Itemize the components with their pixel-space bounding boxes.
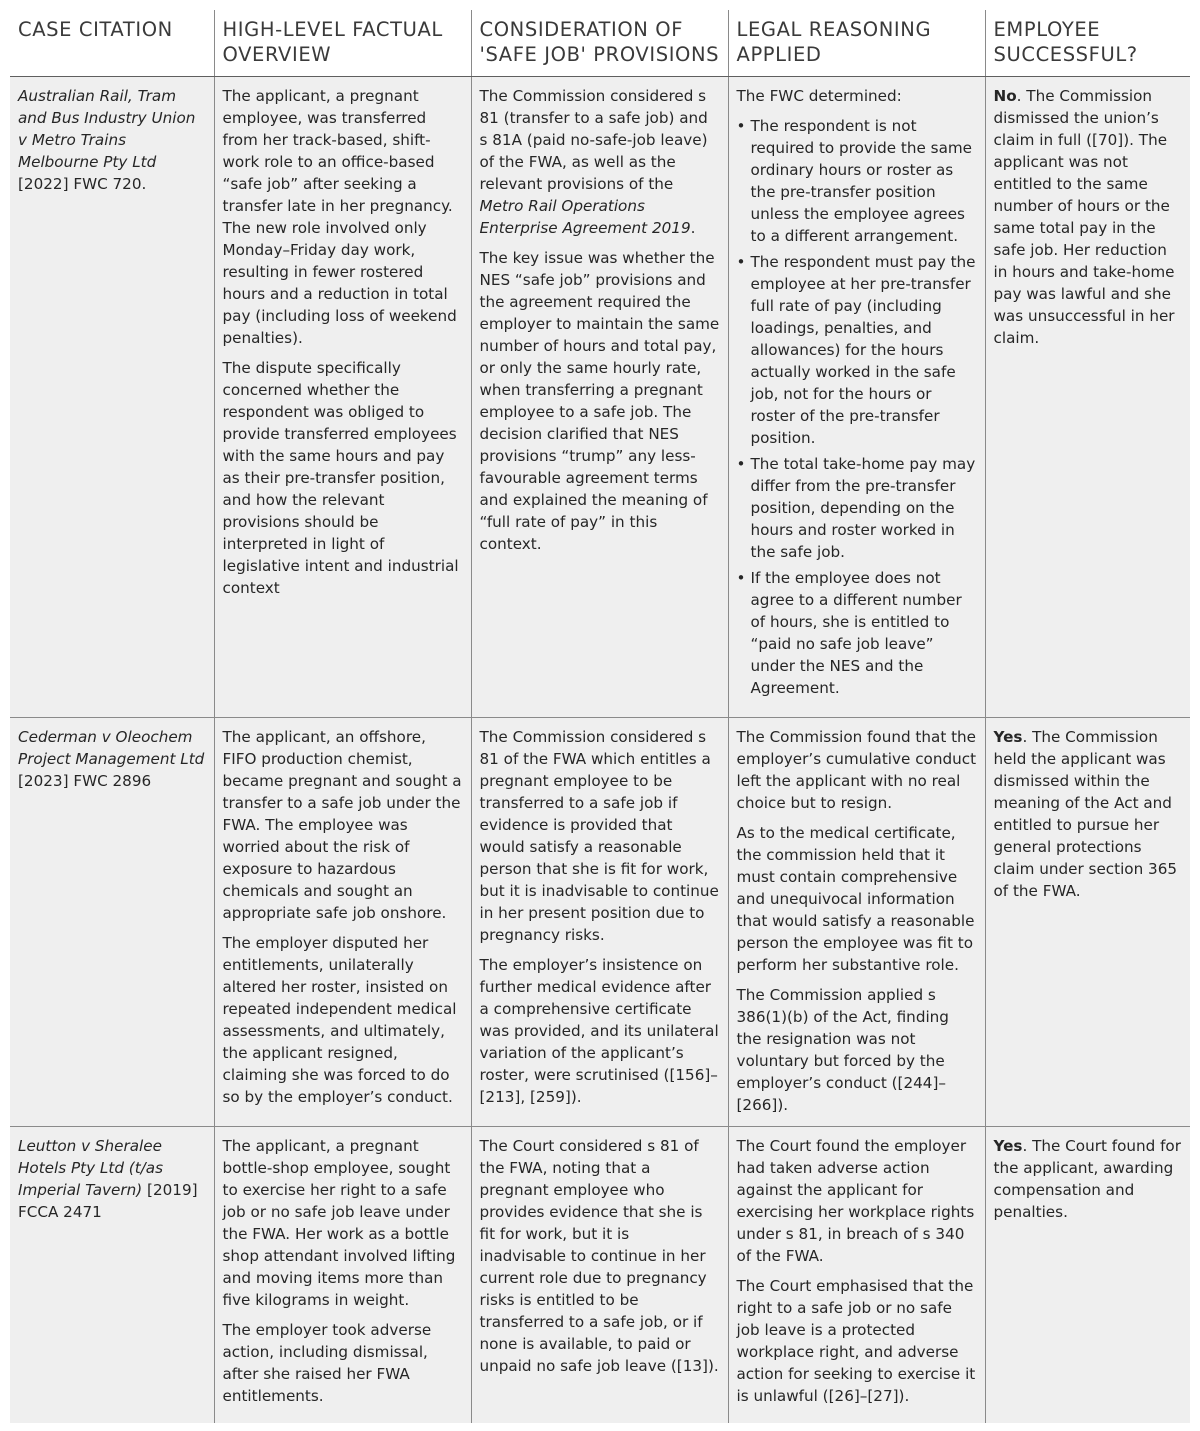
list-item: • If the employee does not agree to a different number of hours, she is entitled to “paid no safe job leave” under the NES and the Agreement. [751,567,977,699]
reasoning-paragraph: As to the medical certificate, the commission held that it must contain comprehensive and unequivocal information that would satisfy a reasonable person the employee was fit to perform her substantive role. [736,824,975,974]
case-comparison-table [10,10,1190,1423]
case-name: Leutton v Sheralee Hotels Pty Ltd (t/as Imperial Tavern) [18,1137,164,1199]
legal-reasoning-cell [728,1127,985,1424]
reasoning-list [737,115,977,699]
outcome-word: No [993,87,1017,105]
table-header-row [10,10,1190,77]
header-safe-job-provisions: CONSIDERATION OF 'SAFE JOB' PROVISIONS [471,10,728,77]
overview-paragraph: The applicant, a pregnant employee, was transferred from her track-based, shift-work role to an office-based “safe job” after seeking a transfer late in her pregnancy. The new role involved only Monday–Friday day work, resulting in fewer rostered hours and a reduction in total pay (including loss of weekend penalties). [222,87,457,347]
factual-overview-cell [214,77,471,718]
overview-paragraph: The dispute specifically concerned whether the respondent was obliged to provide transferred employees with the same hours and pay as their pre-transfer position, and how the relevant provisions should be interpreted in light of legislative intent and industrial context [222,359,459,597]
safe-job-paragraph: The employer’s insistence on further medical evidence after a comprehensive certificate was provided, and its unilateral variation of the applicant’s roster, were scrutinised ([156]–[213], [259]). [479,956,719,1106]
safe-job-cell [471,718,728,1127]
header-case-citation: CASE CITATION [10,10,214,77]
overview-paragraph: The applicant, a pregnant bottle-shop employee, sought to exercise her right to a safe job or no safe job leave under the FWA. Her work as a bottle shop attendant involved lifting and moving items more than five kilograms in weight. [222,1137,456,1309]
overview-paragraph: The employer took adverse action, including dismissal, after she raised her FWA entitlements. [222,1321,432,1405]
overview-paragraph: The employer disputed her entitlements, unilaterally altered her roster, insisted on repeated independent medical assessments, and ultimately, the applicant resigned, claiming she was forced to do so by the employer’s conduct. [222,934,457,1106]
table-row [10,718,1190,1127]
table-row [10,1127,1190,1424]
outcome-text: . The Court found for the applicant, awarding compensation and penalties. [993,1137,1181,1221]
header-legal-reasoning: LEGAL REASONING APPLIED [728,10,985,77]
case-reference: [2019] FCCA 2471 [18,1181,198,1221]
outcome-word: Yes [993,1137,1023,1155]
safe-job-cell [471,1127,728,1424]
outcome-word: Yes [993,728,1023,746]
outcome-cell [985,1127,1190,1424]
reasoning-paragraph: The Court emphasised that the right to a safe job or no safe job leave is a protected workplace right, and adverse action for seeking to exercise it is unlawful ([26]–[27]). [736,1277,976,1405]
agreement-title: Metro Rail Operations Enterprise Agreement 2019 [479,197,691,237]
reasoning-paragraph: The Court found the employer had taken adverse action against the applicant for exercising her workplace rights under s 81, in breach of s 340 of the FWA. [736,1137,975,1265]
list-item: • The respondent must pay the employee at her pre-transfer full rate of pay (including loadings, penalties, and allowances) for the hours actually worked in the safe job, not for the hours or roster of the pre-transfer position. [751,251,977,449]
case-table-container [10,10,1190,1423]
table-row [10,77,1190,718]
safe-job-paragraph: The Court considered s 81 of the FWA, noting that a pregnant employee who provides evidence that she is fit for work, but it is inadvisable to continue in her current role due to pregnancy risks is entitled to be transferred to a safe job, or if none is available, to paid or unpaid no safe job leave ([13]). [479,1137,719,1375]
case-citation-cell [10,77,214,718]
legal-reasoning-cell [728,718,985,1127]
case-name: Australian Rail, Tram and Bus Industry Union v Metro Trains Melbourne Pty Ltd [18,87,196,171]
header-employee-successful: EMPLOYEE SUCCESSFUL? [985,10,1190,77]
case-name: Cederman v Oleochem Project Management Ltd [18,728,205,768]
reasoning-paragraph: The Commission found that the employer’s cumulative conduct left the applicant with no real choice but to resign. [736,728,977,812]
safe-job-paragraph: The key issue was whether the NES “safe job” provisions and the agreement required the employer to maintain the same number of hours and total pay, or only the same hourly rate, when transferring a pregnant employee to a safe job. The decision clarified that NES provisions “trump” any less-favourable agreement terms and explained the meaning of “full rate of pay” in this context. [479,249,720,553]
outcome-text: . The Commission dismissed the union’s claim in full ([70]). The applicant was not entitled to the same number of hours or the same total pay in the safe job. Her reduction in hours and take-home pay was lawful and she was unsuccessful in her claim. [993,87,1175,347]
overview-paragraph: The applicant, an offshore, FIFO production chemist, became pregnant and sought a transfer to a safe job under the FWA. The employee was worried about the risk of exposure to hazardous chemicals and sought an appropriate safe job onshore. [222,728,462,922]
case-reference: [2023] FWC 2896 [18,772,152,790]
legal-reasoning-cell [728,77,985,718]
list-item: • The respondent is not required to provide the same ordinary hours or roster as the pre-transfer position unless the employee agrees to a different arrangement. [751,115,977,247]
reasoning-paragraph: The Commission applied s 386(1)(b) of the Act, finding the resignation was not voluntary but forced by the employer’s conduct ([244]– [266]). [736,986,949,1114]
factual-overview-cell [214,718,471,1127]
case-citation-cell [10,1127,214,1424]
outcome-cell [985,77,1190,718]
list-item: • The total take-home pay may differ from the pre-transfer position, depending on the hours and roster worked in the safe job. [751,453,977,563]
reasoning-intro: The FWC determined: [736,87,902,105]
outcome-text: . The Commission held the applicant was dismissed within the meaning of the Act and entitled to pursue her general protections claim under section 365 of the FWA. [993,728,1178,900]
case-reference: [2022] FWC 720. [18,175,147,193]
header-factual-overview: HIGH-LEVEL FACTUAL OVERVIEW [214,10,471,77]
case-citation-cell [10,718,214,1127]
safe-job-paragraph: The Commission considered s 81 of the FWA which entitles a pregnant employee to be transferred to a safe job if evidence is provided that would satisfy a reasonable person that she is fit for work, but it is inadvisable to continue in her present position due to pregnancy risks. [479,728,719,944]
outcome-cell [985,718,1190,1127]
safe-job-paragraph: The Commission considered s 81 (transfer to a safe job) and s 81A (paid no-safe-job leave) of the FWA, as well as the relevant provisions of the Metro Rail Operations Enterprise Agreement 2019. [479,87,708,237]
factual-overview-cell [214,1127,471,1424]
safe-job-cell [471,77,728,718]
